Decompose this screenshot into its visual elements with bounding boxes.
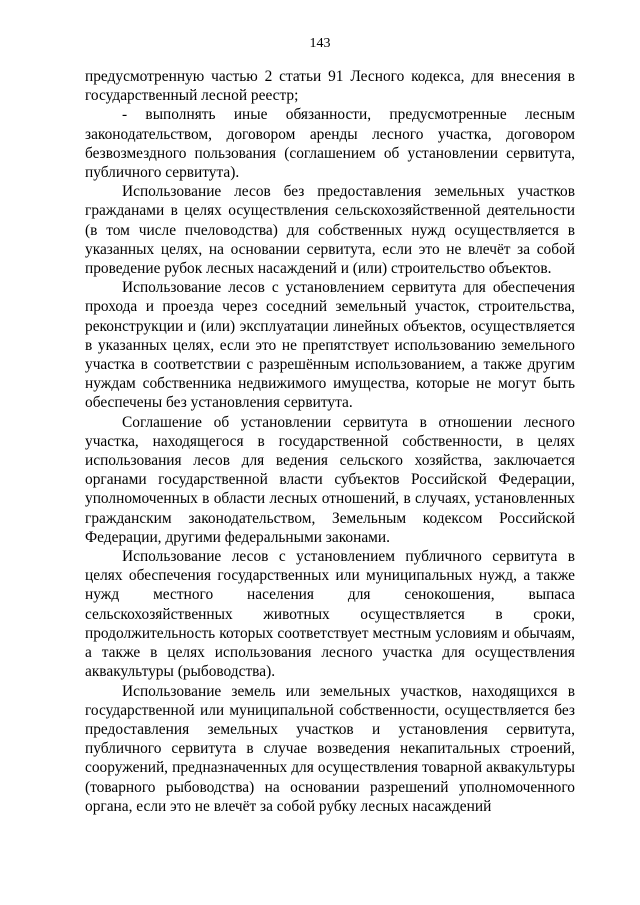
paragraph-continuation: предусмотренную частью 2 статьи 91 Лесного кодекса, для внесения в государственный лесной реестр;	[85, 68, 575, 105]
document-body	[85, 67, 575, 816]
paragraph-land-use-aquaculture: Использование земель или земельных участков, находящихся в государственной или муниципальной собственности, осуществляется без предоставления земельных участков и установления сервитута, публичного сервитута в случае возведения некапитальных строений, сооружений, предназначенных для осуществления товарной аквакультуры (товарного рыбоводства) на основании разрешений уполномоченного органа, если это не влечёт за собой рубку лесных насаждений	[85, 682, 575, 815]
paragraph-agricultural-use: Использование лесов без предоставления земельных участков гражданами в целях осуществления сельскохозяйственной деятельности (в том числе пчеловодства) для собственных нужд осуществляется в указанных целях, на основании сервитута, если это не влечёт за собой проведение рубок лесных насаждений и (или) строительство объектов.	[85, 183, 575, 278]
paragraph-obligations-item: - выполнять иные обязанности, предусмотренные лесным законодательством, договором аренды лесного участка, договором безвозмездного пользования (соглашением об установлении сервитута, публичного сервитута).	[85, 106, 575, 182]
page-number: 143	[309, 36, 331, 51]
paragraph-passage-servitude: Использование лесов с установлением сервитута для обеспечения прохода и проезда через соседний земельный участок, строительства, реконструкции и (или) эксплуатации линейных объектов, осуществляется в указанных целях, если это не препятствует использованию земельного участка в соответствии с разрешённым использованием, а также другим нуждам собственника недвижимого имущества, которые не могут быть обеспечены без установления сервитута.	[85, 279, 575, 412]
paragraph-servitude-agreement: Соглашение об установлении сервитута в отношении лесного участка, находящегося в государственной собственности, в целях использования лесов для ведения сельского хозяйства, заключается органами государственной власти субъектов Российской Федерации, уполномоченных в области лесных отношений, в случаях, установленных гражданским законодательством, Земельным кодексом Российской Федерации, другими федеральными законами.	[85, 413, 575, 546]
paragraph-public-servitude: Использование лесов с установлением публичного сервитута в целях обеспечения государственных или муниципальных нужд, а также нужд местного населения для сенокошения, выпаса сельскохозяйственных животных осуществляется в сроки, продолжительность которых соответствует местным условиям и обычаям, а также в целях использования лесного участка для осуществления аквакультуры (рыбоводства).	[85, 548, 575, 681]
